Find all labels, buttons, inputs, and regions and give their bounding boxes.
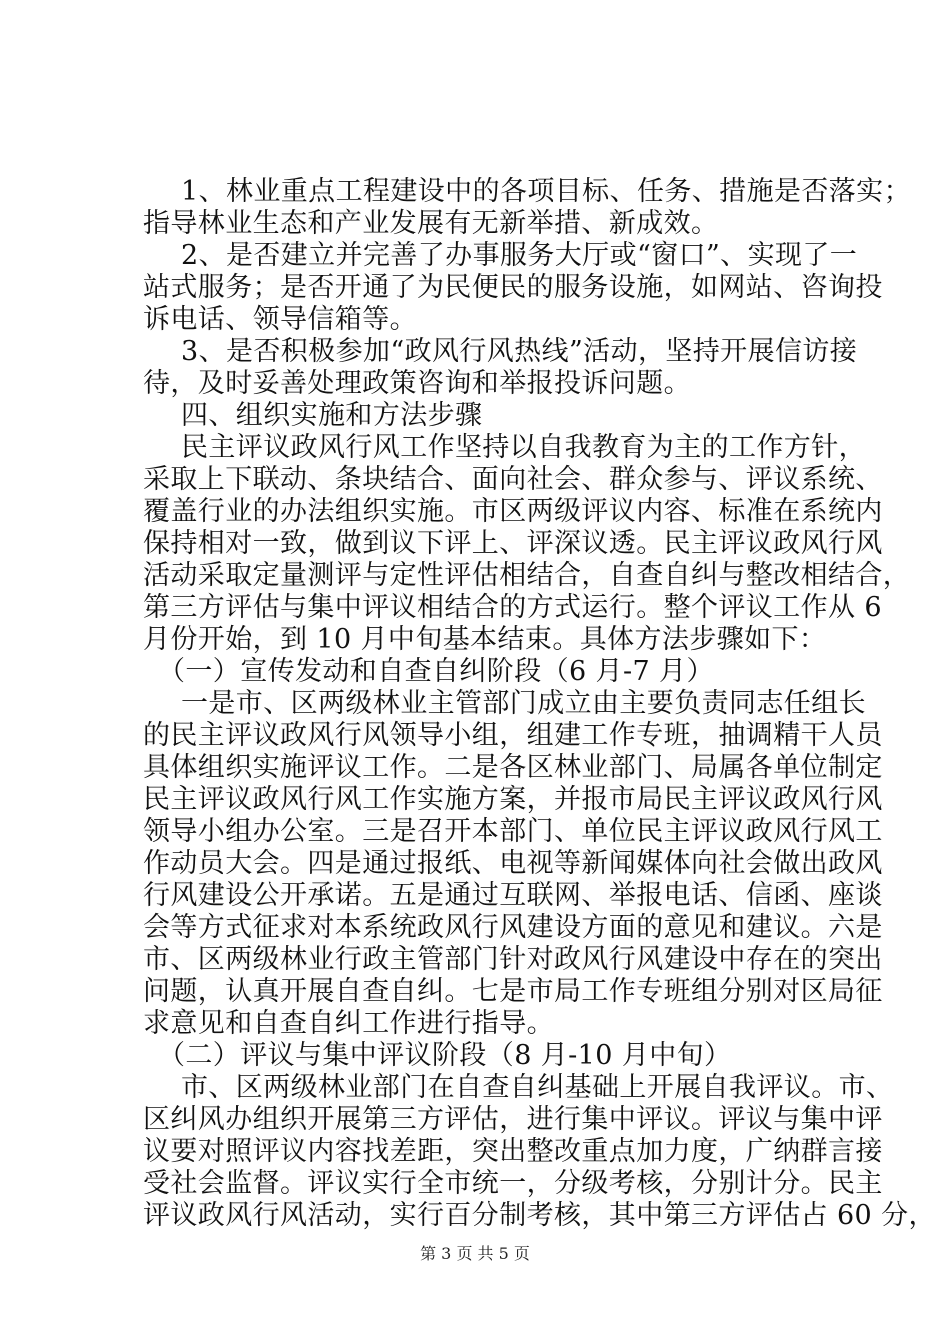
text-line: 保持相对一致，做到议下评上、评深议透。民主评议政风行风: [143, 528, 883, 559]
text-line: 具体组织实施评议工作。二是各区林业部门、局属各单位制定: [143, 752, 883, 783]
text-line: 覆盖行业的办法组织实施。市区两级评议内容、标准在系统内: [143, 496, 883, 527]
text-line: 月份开始，到 10 月中旬基本结束。具体方法步骤如下：: [143, 624, 827, 655]
text-line: 会等方式征求对本系统政风行风建设方面的意见和建议。六是: [143, 912, 883, 943]
text-line: 民主评议政风行风工作实施方案，并报市局民主评议政风行风: [143, 784, 883, 815]
section-heading: 四、组织实施和方法步骤: [181, 400, 483, 431]
page-number-footer: 第 3 页 共 5 页: [420, 1244, 530, 1263]
text-line: 3、是否积极参加“政风行风热线”活动，坚持开展信访接: [181, 336, 858, 367]
text-line: 民主评议政风行风工作坚持以自我教育为主的工作方针，: [181, 432, 866, 463]
text-line: 待，及时妥善处理政策咨询和举报投诉问题。: [143, 368, 691, 399]
subsection-heading: （一）宣传发动和自查自纠阶段（6 月-7 月）: [158, 656, 714, 687]
text-line: 的民主评议政风行风领导小组，组建工作专班，抽调精干人员: [143, 720, 883, 751]
text-line: 诉电话、领导信箱等。: [143, 304, 417, 335]
text-line: 评议政风行风活动，实行百分制考核，其中第三方评估占 60 分，: [143, 1200, 936, 1231]
text-line: 市、区两级林业行政主管部门针对政风行风建设中存在的突出: [143, 944, 883, 975]
text-line: 活动采取定量测评与定性评估相结合，自查自纠与整改相结合，: [143, 560, 911, 591]
text-line: 作动员大会。四是通过报纸、电视等新闻媒体向社会做出政风: [143, 848, 883, 879]
text-line: 2、是否建立并完善了办事服务大厅或“窗口”、实现了一: [181, 240, 858, 271]
text-line: 行风建设公开承诺。五是通过互联网、举报电话、信函、座谈: [143, 880, 883, 911]
text-line: 采取上下联动、条块结合、面向社会、群众参与、评议系统、: [143, 464, 883, 495]
text-line: 市、区两级林业部门在自查自纠基础上开展自我评议。市、: [181, 1072, 894, 1103]
text-line: 受社会监督。评议实行全市统一，分级考核，分别计分。民主: [143, 1168, 883, 1199]
text-line: 求意见和自查自纠工作进行指导。: [143, 1008, 554, 1039]
text-line: 领导小组办公室。三是召开本部门、单位民主评议政风行风工: [143, 816, 883, 847]
text-line: 问题，认真开展自查自纠。七是市局工作专班组分别对区局征: [143, 976, 883, 1007]
text-line: 第三方评估与集中评议相结合的方式运行。整个评议工作从 6: [143, 592, 882, 623]
text-line: 1、林业重点工程建设中的各项目标、任务、措施是否落实；: [181, 176, 911, 207]
text-line: 区纠风办组织开展第三方评估，进行集中评议。评议与集中评: [143, 1104, 883, 1135]
text-line: 站式服务；是否开通了为民便民的服务设施，如网站、咨询投: [143, 272, 883, 303]
subsection-heading: （二）评议与集中评议阶段（8 月-10 月中旬）: [158, 1040, 732, 1071]
text-line: 指导林业生态和产业发展有无新举措、新成效。: [143, 208, 719, 239]
text-line: 一是市、区两级林业主管部门成立由主要负责同志任组长: [181, 688, 866, 719]
text-line: 议要对照评议内容找差距，突出整改重点加力度，广纳群言接: [143, 1136, 883, 1167]
